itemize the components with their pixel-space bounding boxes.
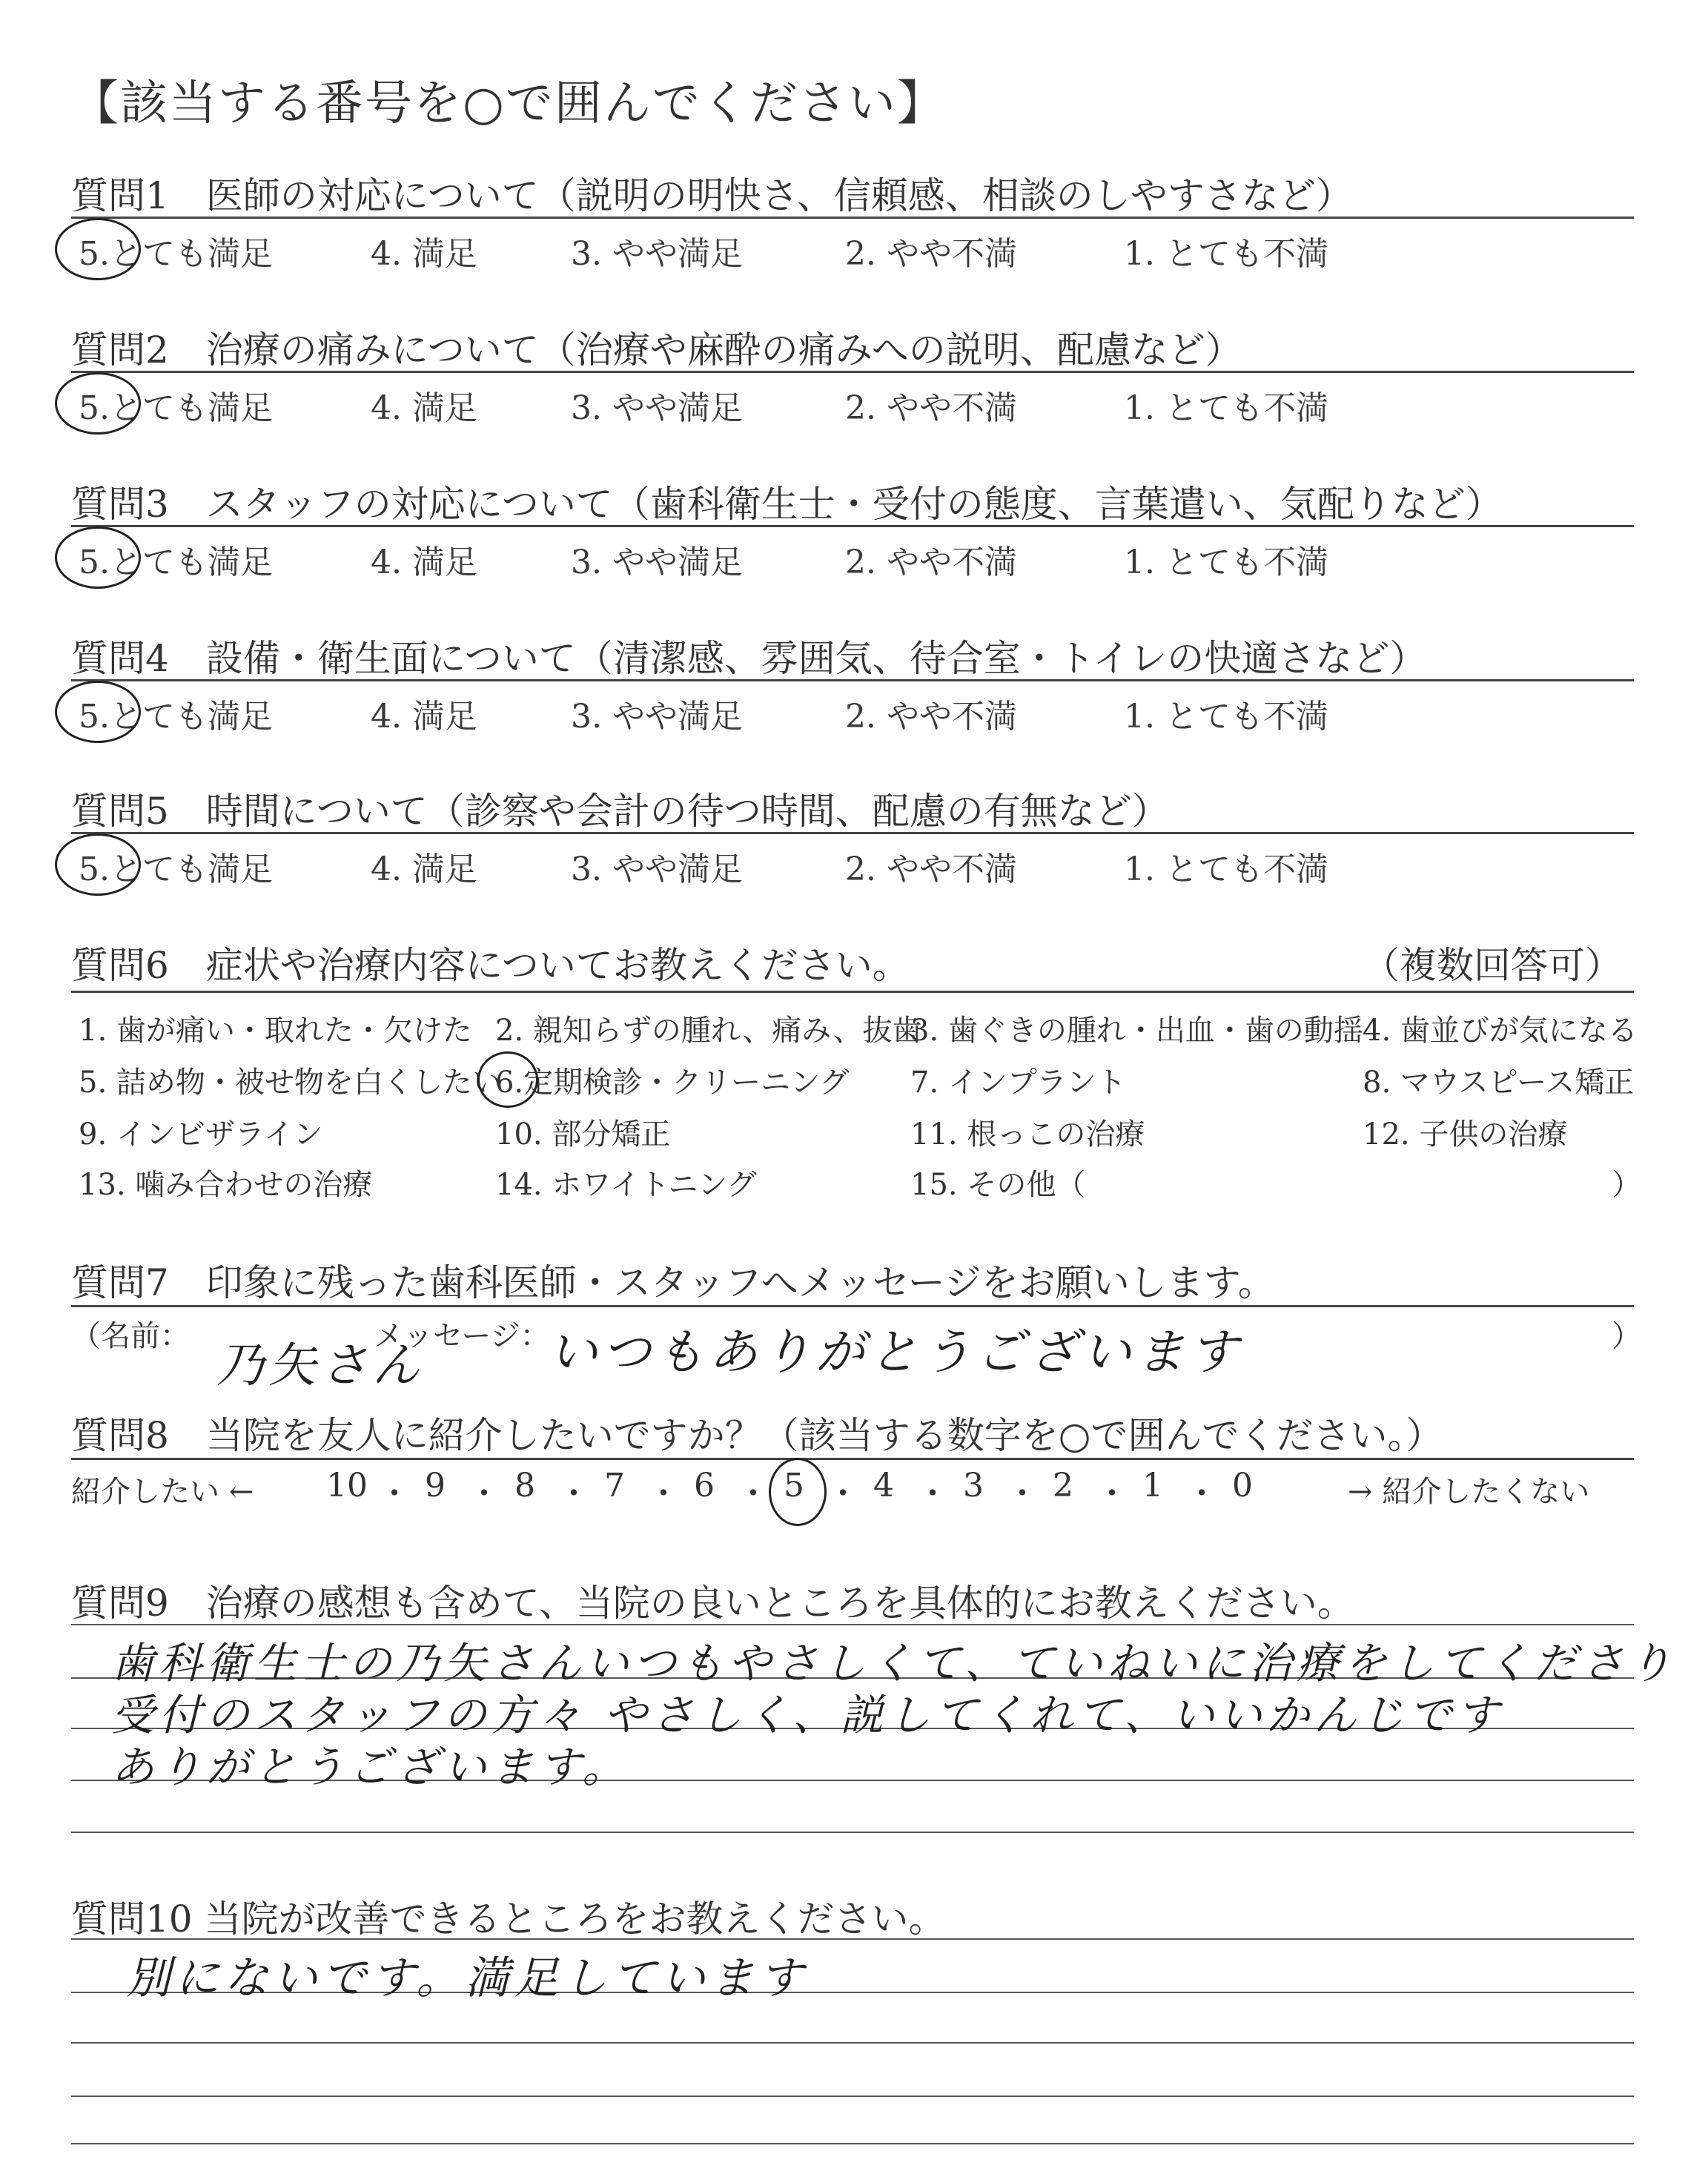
q6-option-10[interactable]: 10. 部分矯正 xyxy=(495,1117,671,1152)
q4-option-5[interactable]: 5.とても満足 xyxy=(79,698,273,736)
page-title: 【該当する番号を○で囲んでください】 xyxy=(71,76,946,131)
q3-option-5[interactable]: 5.とても満足 xyxy=(79,544,273,581)
q1-rule xyxy=(71,217,1634,219)
q2-option-1[interactable]: 1. とても不満 xyxy=(1124,389,1328,427)
q8-scale-1[interactable]: 1 xyxy=(1142,1467,1163,1505)
q7-rule xyxy=(71,1305,1634,1307)
q7-name-value[interactable]: 乃矢さん xyxy=(216,1338,424,1393)
q10-answer-line[interactable]: 別にないです。満足しています xyxy=(126,1952,808,2004)
q4-option-3[interactable]: 3. やや満足 xyxy=(571,698,743,736)
q5-rule xyxy=(71,832,1634,834)
q8-scale-dot: ・ xyxy=(827,1475,859,1513)
q8-scale-dot: ・ xyxy=(1185,1475,1218,1513)
q2-option-4[interactable]: 4. 満足 xyxy=(371,389,477,427)
q10-title: 質問10 当院が改善できるところをお教えください。 xyxy=(71,1898,946,1941)
q9-line-1 xyxy=(71,1624,1634,1625)
q8-scale-0[interactable]: 0 xyxy=(1232,1467,1253,1505)
q4-selection-circle xyxy=(55,681,141,743)
q7-message-value[interactable]: いつもありがとうございます xyxy=(549,1324,1242,1381)
q1-option-4[interactable]: 4. 満足 xyxy=(371,235,477,273)
q4-rule xyxy=(71,679,1634,681)
q4-option-2[interactable]: 2. やや不満 xyxy=(845,698,1017,736)
q6-note: （複数回答可） xyxy=(1363,944,1622,987)
q6-option-5[interactable]: 5. 詰め物・被せ物を白くしたい xyxy=(79,1066,502,1100)
q8-scale-6[interactable]: 6 xyxy=(694,1467,715,1505)
q4-option-1[interactable]: 1. とても不満 xyxy=(1124,698,1328,736)
q8-left-label: 紹介したい ← xyxy=(71,1475,254,1509)
q8-scale-dot: ・ xyxy=(468,1475,500,1513)
q10-line-5 xyxy=(71,2143,1634,2144)
q9-line-5 xyxy=(71,1832,1634,1833)
q5-option-3[interactable]: 3. やや満足 xyxy=(571,851,743,888)
q5-selection-circle xyxy=(55,833,141,896)
q6-option-14[interactable]: 14. ホワイトニング xyxy=(495,1168,757,1202)
q8-scale-dot: ・ xyxy=(378,1475,411,1513)
q5-option-4[interactable]: 4. 満足 xyxy=(371,851,477,888)
q8-scale-dot: ・ xyxy=(916,1475,949,1513)
q8-scale-4[interactable]: 4 xyxy=(873,1467,894,1505)
q7-message-label: メッセージ： xyxy=(374,1319,550,1353)
q8-scale-8[interactable]: 8 xyxy=(514,1467,535,1505)
q6-option-9[interactable]: 9. インビザライン xyxy=(79,1117,323,1152)
q6-option-4[interactable]: 4. 歯並びが気になる xyxy=(1363,1014,1638,1048)
q10-line-3 xyxy=(71,2042,1634,2044)
q1-option-2[interactable]: 2. やや不満 xyxy=(845,235,1017,273)
q3-option-3[interactable]: 3. やや満足 xyxy=(571,544,743,581)
q3-title: 質問3 スタッフの対応について（歯科衛生士・受付の態度、言葉遣い、気配りなど） xyxy=(71,483,1503,526)
q1-option-5[interactable]: 5.とても満足 xyxy=(79,235,273,273)
q6-title: 質問6 症状や治療内容についてお教えください。 xyxy=(71,944,910,987)
q8-right-label: → 紹介したくない xyxy=(1348,1475,1590,1509)
q8-scale-2[interactable]: 2 xyxy=(1053,1467,1073,1505)
q7-title: 質問7 印象に残った歯科医師・スタッフへメッセージをお願いします。 xyxy=(71,1261,1275,1304)
q6-selection-circle xyxy=(477,1051,538,1108)
q6-option-1[interactable]: 1. 歯が痛い・取れた・欠けた xyxy=(79,1014,472,1048)
q10-line-1 xyxy=(71,1938,1634,1940)
q7-name-label: （名前： xyxy=(71,1319,190,1353)
q2-option-2[interactable]: 2. やや不満 xyxy=(845,389,1017,427)
q5-option-2[interactable]: 2. やや不満 xyxy=(845,851,1017,888)
q6-option-8[interactable]: 8. マウスピース矯正 xyxy=(1363,1066,1635,1100)
q6-option-15[interactable]: 15. その他（ xyxy=(910,1168,1086,1202)
q6-option-11[interactable]: 11. 根っこの治療 xyxy=(910,1117,1145,1152)
q1-option-1[interactable]: 1. とても不満 xyxy=(1124,235,1328,273)
q9-answer-line[interactable]: 受付のスタッフの方々 やさしく、説してくれて、いいかんじです xyxy=(111,1690,1504,1740)
q8-scale-dot: ・ xyxy=(1096,1475,1128,1513)
q9-answer-line[interactable]: 歯科衛生士の乃矢さんいつもやさしくて、ていねいに治療をしてくださり xyxy=(111,1638,1676,1688)
q6-option-3[interactable]: 3. 歯ぐきの腫れ・出血・歯の動揺 xyxy=(910,1014,1363,1048)
q2-title: 質問2 治療の痛みについて（治療や麻酔の痛みへの説明、配慮など） xyxy=(71,328,1242,371)
q8-selection-circle xyxy=(769,1458,827,1526)
q5-option-1[interactable]: 1. とても不満 xyxy=(1124,851,1328,888)
q9-answer-line[interactable]: ありがとうございます。 xyxy=(111,1742,630,1792)
q6-other-close-paren: ） xyxy=(1612,1168,1641,1202)
q8-scale-10[interactable]: 10 xyxy=(326,1467,368,1505)
q8-scale-dot: ・ xyxy=(737,1475,769,1513)
q8-rule xyxy=(71,1458,1634,1460)
q7-close-paren: ） xyxy=(1612,1319,1641,1353)
q8-scale-9[interactable]: 9 xyxy=(425,1467,446,1505)
q2-selection-circle xyxy=(55,372,141,435)
q8-scale-dot: ・ xyxy=(557,1475,590,1513)
q3-selection-circle xyxy=(55,526,141,589)
q1-selection-circle xyxy=(55,218,141,280)
q4-title: 質問4 設備・衛生面について（清潔感、雰囲気、待合室・トイレの快適さなど） xyxy=(71,637,1427,680)
q6-option-6[interactable]: 6.定期検診・クリーニング xyxy=(495,1066,850,1100)
q4-option-4[interactable]: 4. 満足 xyxy=(371,698,477,736)
q6-option-7[interactable]: 7. インプラント xyxy=(910,1066,1126,1100)
q6-option-13[interactable]: 13. 噛み合わせの治療 xyxy=(79,1168,373,1202)
q9-title: 質問9 治療の感想も含めて、当院の良いところを具体的にお教えください。 xyxy=(71,1582,1354,1625)
q6-option-2[interactable]: 2. 親知らずの腫れ、痛み、抜歯 xyxy=(495,1014,922,1048)
q8-scale-dot: ・ xyxy=(647,1475,680,1513)
q3-option-4[interactable]: 4. 満足 xyxy=(371,544,477,581)
q8-scale-3[interactable]: 3 xyxy=(963,1467,984,1505)
q1-title: 質問1 医師の対応について（説明の明快さ、信頼感、相談のしやすさなど） xyxy=(71,174,1353,217)
q8-title: 質問8 当院を友人に紹介したいですか？（該当する数字を○で囲んでください。） xyxy=(71,1414,1443,1457)
q2-option-3[interactable]: 3. やや満足 xyxy=(571,389,743,427)
q5-title: 質問5 時間について（診察や会計の待つ時間、配慮の有無など） xyxy=(71,790,1169,833)
q8-scale-5[interactable]: 5 xyxy=(784,1467,804,1505)
q10-line-4 xyxy=(71,2095,1634,2097)
q8-scale-7[interactable]: 7 xyxy=(604,1467,625,1505)
q3-option-2[interactable]: 2. やや不満 xyxy=(845,544,1017,581)
q3-rule xyxy=(71,525,1634,527)
q5-option-5[interactable]: 5.とても満足 xyxy=(79,851,273,888)
q1-option-3[interactable]: 3. やや満足 xyxy=(571,235,743,273)
q2-rule xyxy=(71,371,1634,373)
q8-scale-dot: ・ xyxy=(1006,1475,1039,1513)
q3-option-1[interactable]: 1. とても不満 xyxy=(1124,544,1328,581)
q6-option-12[interactable]: 12. 子供の治療 xyxy=(1363,1117,1568,1152)
q2-option-5[interactable]: 5.とても満足 xyxy=(79,389,273,427)
q6-rule xyxy=(71,991,1634,993)
